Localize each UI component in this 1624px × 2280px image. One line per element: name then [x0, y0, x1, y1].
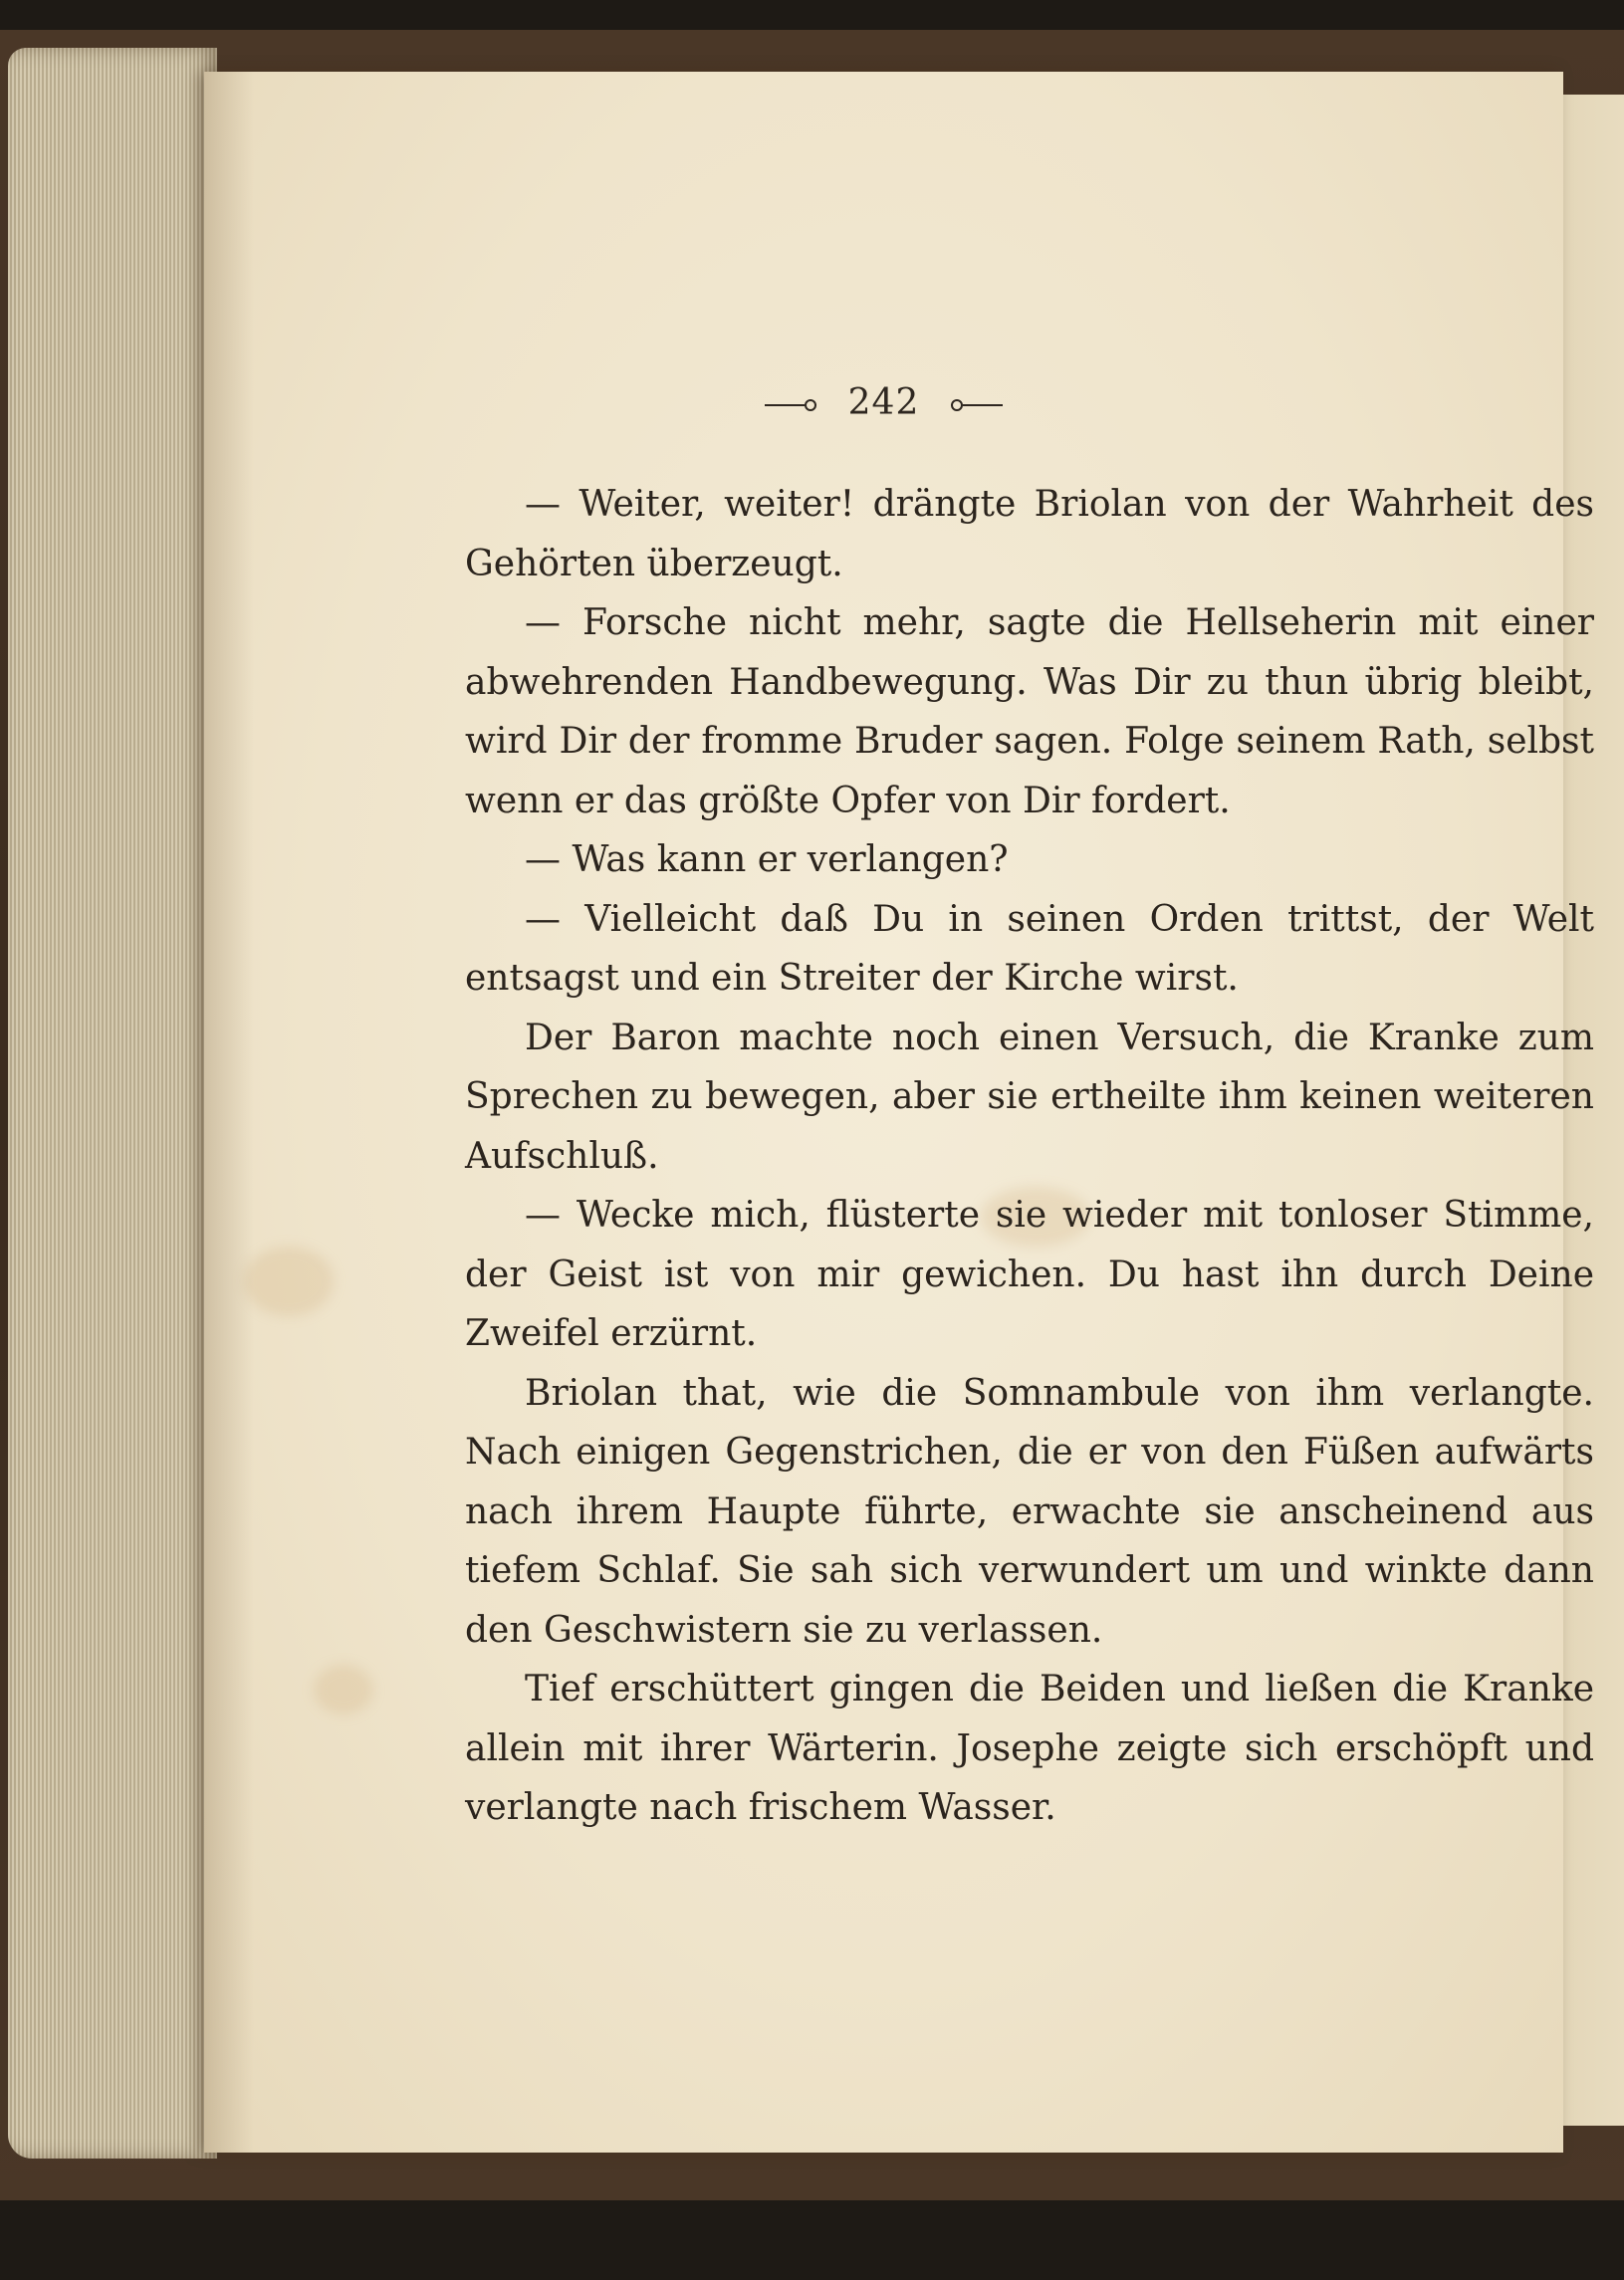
- paper-stain: [244, 1247, 334, 1316]
- paper-stain: [314, 1665, 373, 1714]
- body-text: [465, 475, 1594, 1838]
- paragraph: Briolan that, wie die Somnambule von ihm verlangte. Nach einigen Gegenstrichen, die er von den Füßen aufwärts nach ihrem Haupte führte, erwachte sie anscheinend aus tiefem Schlaf. Sie sah sich verwundert um und winkte dann den Geschwistern sie zu verlassen.: [465, 1372, 1594, 1651]
- left-ornament-icon: [765, 398, 820, 412]
- right-ornament-icon: [947, 398, 1003, 412]
- paragraph: — Vielleicht daß Du in seinen Orden trittst, der Welt entsagst und ein Streiter der Kirche wirst.: [465, 898, 1594, 999]
- paragraph: Tief erschüttert gingen die Beiden und ließen die Kranke allein mit ihrer Wärterin. Josephe zeigte sich erschöpft und verlangte nach frischem Wasser.: [465, 1669, 1594, 1828]
- page-number: 242: [847, 382, 920, 423]
- page-header: [204, 382, 1563, 423]
- paragraph: — Was kann er verlangen?: [525, 839, 1009, 880]
- paragraph: — Forsche nicht mehr, sagte die Hellseherin mit einer abwehrenden Handbewegung. Was Dir zu thun übrig bleibt, wird Dir der fromme Bruder sagen. Folge seinem Rath, selbst wenn er das größte Opfer von Dir fordert.: [465, 602, 1594, 821]
- book-page: [204, 72, 1594, 2153]
- page-edges: [8, 48, 217, 2159]
- paragraph: Der Baron machte noch einen Versuch, die Kranke zum Sprechen zu bewegen, aber sie ertheilte ihm keinen weiteren Aufschluß.: [465, 1017, 1594, 1177]
- paragraph: — Weiter, weiter! drängte Briolan von der Wahrheit des Gehörten überzeugt.: [465, 484, 1594, 584]
- paragraph: — Wecke mich, flüsterte sie wieder mit tonloser Stimme, der Geist ist von mir gewichen. Du hast ihn durch Deine Zweifel erzürnt.: [465, 1195, 1594, 1354]
